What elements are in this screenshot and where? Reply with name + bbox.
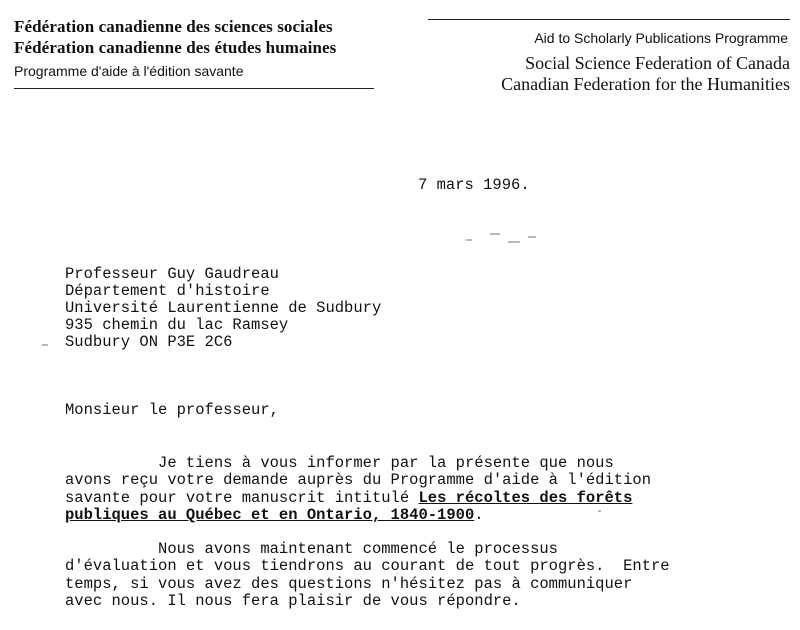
letterhead-left-rule	[14, 88, 374, 89]
recipient-address	[65, 266, 381, 351]
letterhead-en-name-2: Canadian Federation for the Humanities	[501, 74, 790, 94]
paragraph-2-line-4: avec nous. Il nous fera plaisir de vous répondre.	[65, 592, 521, 610]
address-line: Professeur Guy Gaudreau	[65, 265, 279, 283]
salutation: Monsieur le professeur,	[65, 401, 279, 419]
scan-speck	[466, 239, 472, 241]
letter-date: 7 mars 1996.	[418, 176, 530, 194]
address-line: Département d'histoire	[65, 282, 270, 300]
paragraph-1-line-3	[65, 490, 632, 507]
paragraph-1-line-4	[65, 507, 484, 524]
scan-speck	[508, 241, 520, 243]
scan-speck	[42, 344, 48, 346]
paragraph-2-line-3: temps, si vous avez des questions n'hésitez pas à communiquer	[65, 575, 633, 593]
paragraph-1-line-2: avons reçu votre demande auprès du Programme d'aide à l'édition	[65, 471, 651, 489]
paragraph-1-line-3-text: savante pour votre manuscrit intitulé	[65, 489, 419, 507]
letterhead-en-name-1: Social Science Federation of Canada	[525, 53, 790, 73]
letterhead-fr-program: Programme d'aide à l'édition savante	[14, 63, 244, 79]
manuscript-title-part-2: publiques au Québec et en Ontario, 1840-1900	[65, 506, 475, 524]
paragraph-1-line-1: Je tiens à vous informer par la présente que nous	[65, 454, 614, 472]
address-line: 935 chemin du lac Ramsey	[65, 316, 289, 334]
paragraph-2-line-1: Nous avons maintenant commencé le processus	[65, 540, 558, 558]
paragraph-1-line-4-end: .	[474, 506, 484, 524]
scan-speck	[528, 236, 536, 238]
letterhead-fr-name-1: Fédération canadienne des sciences sociales	[14, 17, 333, 36]
scan-speck	[490, 233, 500, 235]
letterhead-fr-name-2: Fédération canadienne des études humaines	[14, 38, 337, 57]
address-line: Université Laurentienne de Sudbury	[65, 299, 382, 317]
address-line: Sudbury ON P3E 2C6	[65, 333, 233, 351]
manuscript-title-part-1: Les récoltes des forêts	[418, 489, 633, 507]
scan-speck	[598, 510, 601, 512]
paragraph-2-line-2: d'évaluation et vous tiendrons au courant de tout progrès. Entre	[65, 557, 670, 575]
letterhead-right-rule	[428, 19, 790, 20]
letterhead-en-program: Aid to Scholarly Publications Programme	[534, 30, 788, 46]
